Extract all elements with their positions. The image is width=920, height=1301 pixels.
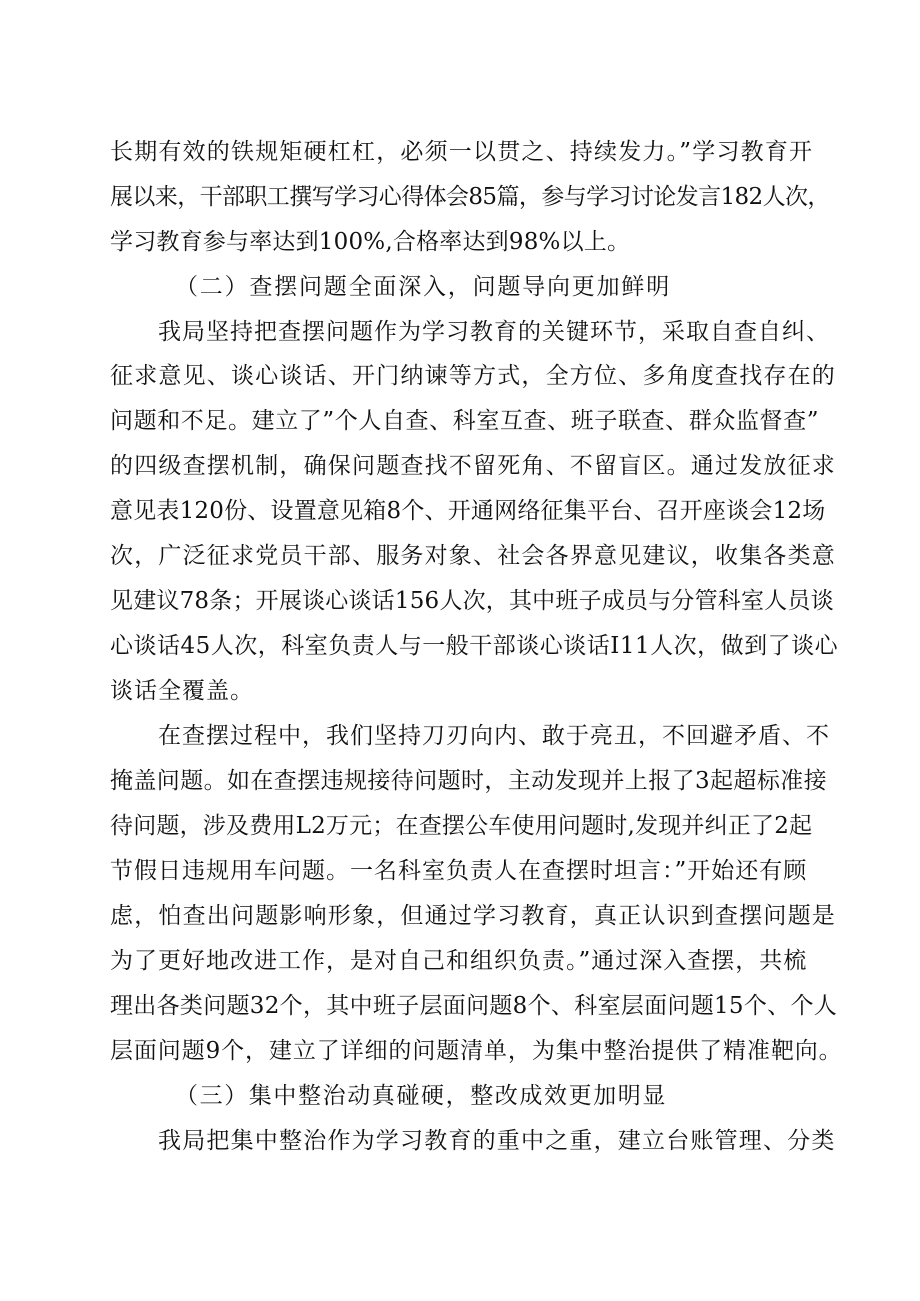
body-text-line: 意见表120份、设置意见箱8个、开通网络征集平台、召开座谈会12场 <box>110 498 826 524</box>
paragraph-first-line: 我局把集中整治作为学习教育的重中之重，建立台账管理、分类 <box>158 1128 836 1154</box>
body-text-line: 为了更好地改进工作，是对自己和组织负责。”通过深入查摆，共梳 <box>110 948 808 974</box>
body-text-line: 待问题，涉及费用L2万元；在查摆公车使用问题时,发现并纠正了2起 <box>110 813 813 839</box>
body-text-line: 掩盖问题。如在查摆违规接待问题时，主动发现并上报了3起超标准接 <box>110 768 828 794</box>
body-text-line: 长期有效的铁规矩硬杠杠，必须一以贯之、持续发力。”学习教育开 <box>110 139 814 165</box>
body-text-line: 展以来，干部职工撰写学习心得体会85篇，参与学习讨论发言182人次， <box>110 184 830 210</box>
paragraph-first-line: 在查摆过程中，我们坚持刀刃向内、敢于亮丑，不回避矛盾、不 <box>158 723 830 749</box>
body-text-line: 心谈话45人次，科室负责人与一般干部谈心谈话I11人次，做到了谈心 <box>110 633 839 659</box>
paragraph-first-line: 我局坚持把查摆问题作为学习教育的关键环节，采取自查自纠、 <box>158 319 830 345</box>
body-text-line: 节假日违规用车问题。一名科室负责人在查摆时坦言：”开始还有顾 <box>110 858 808 884</box>
section-heading: （二）查摆问题全面深入，问题导向更加鲜明 <box>175 274 671 300</box>
body-text-line: 次，广泛征求党员干部、服务对象、社会各界意见建议，收集各类意 <box>110 543 836 569</box>
body-text-line: 问题和不足。建立了”个人自查、科室互查、班子联查、群众监督查” <box>110 408 820 434</box>
body-text-line: 学习教育参与率达到100%,合格率达到98%以上。 <box>110 229 631 255</box>
body-text-line: 谈话全覆盖。 <box>110 678 254 704</box>
section-heading: （三）集中整治动真碰硬，整改成效更加明显 <box>175 1083 667 1109</box>
body-text-line: 层面问题9个，建立了详细的问题清单，为集中整治提供了精准靶向。 <box>110 1038 843 1064</box>
body-text-line: 见建议78条；开展谈心谈话156人次，其中班子成员与分管科室人员谈 <box>110 588 834 614</box>
body-text-line: 虑，怕查出问题影响形象，但通过学习教育，真正认识到查摆问题是 <box>110 903 836 929</box>
body-text-line: 征求意见、谈心谈话、开门纳谏等方式，全方位、多角度查找存在的 <box>110 363 836 389</box>
body-text-line: 的四级查摆机制，确保问题查找不留死角、不留盲区。通过发放征求 <box>110 453 836 479</box>
body-text-line: 理出各类问题32个，其中班子层面问题8个、科室层面问题15个、个人 <box>110 993 838 1019</box>
